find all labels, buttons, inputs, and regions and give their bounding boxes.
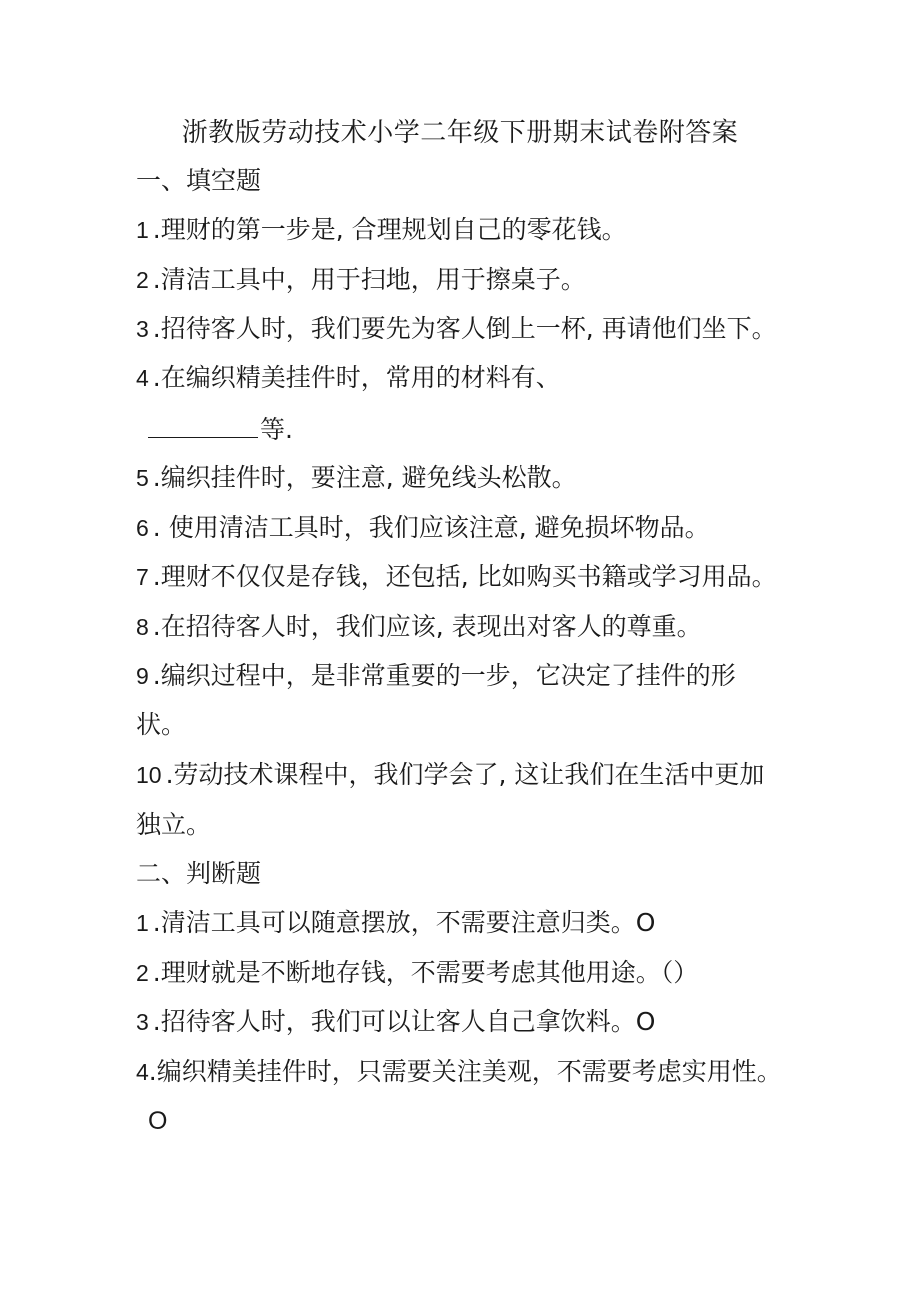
question-number: 2	[136, 267, 149, 293]
question-number: 2	[136, 960, 149, 986]
question-text: .清洁工具可以随意摆放，不需要注意归类。O	[152, 908, 656, 937]
answer-blank	[148, 411, 258, 438]
question-text: .在招待客人时，我们应该, 表现出对客人的尊重。	[152, 612, 702, 641]
question-text: .招待客人时，我们要先为客人倒上一杯, 再请他们坐下。	[152, 314, 777, 343]
fill-question-7	[136, 560, 777, 594]
judge-question-4	[136, 1055, 782, 1089]
question-text: .理财不仅仅是存钱，还包括, 比如购买书籍或学习用品。	[152, 562, 777, 591]
section-heading-true-false: 二、判断题	[136, 859, 262, 888]
question-number: 7	[136, 564, 149, 590]
fill-question-3	[136, 312, 777, 346]
question-text: .招待客人时，我们可以让客人自己拿饮料。O	[152, 1007, 656, 1036]
question-number: 4	[136, 1059, 149, 1085]
fill-question-1	[136, 213, 627, 247]
question-text: .清洁工具中，用于扫地，用于擦桌子。	[152, 265, 586, 294]
fill-question-9-continuation: 状。	[136, 710, 187, 739]
question-number: 10	[136, 762, 162, 788]
judge-question-4-continuation: O	[148, 1107, 168, 1135]
fill-question-6	[136, 511, 710, 545]
question-text-continuation: 等.	[260, 415, 293, 444]
question-text: .理财的第一步是, 合理规划自己的零花钱。	[152, 215, 627, 244]
question-number: 3	[136, 316, 149, 342]
question-number: 5	[136, 465, 149, 491]
question-text: .编织过程中，是非常重要的一步，它决定了挂件的形	[152, 661, 736, 690]
fill-question-8	[136, 610, 702, 644]
fill-question-2	[136, 263, 586, 297]
fill-question-10	[136, 758, 764, 792]
fill-question-4	[136, 361, 561, 395]
question-text: .理财就是不断地存钱，不需要考虑其他用途。（）	[152, 958, 699, 987]
question-number: 1	[136, 910, 149, 936]
question-number: 4	[136, 365, 149, 391]
question-number: 9	[136, 663, 149, 689]
fill-question-4-continuation	[148, 411, 293, 447]
judge-question-1	[136, 906, 655, 940]
question-text: .在编织精美挂件时，常用的材料有、	[152, 363, 561, 392]
document-title: 浙教版劳动技术小学二年级下册期末试卷附答案	[181, 118, 739, 148]
judge-question-2	[136, 956, 698, 990]
question-text: .编织精美挂件时，只需要关注美观，不需要考虑实用性。	[148, 1057, 782, 1086]
question-number: 3	[136, 1009, 149, 1035]
question-text: .编织挂件时，要注意, 避免线头松散。	[152, 463, 577, 492]
question-number: 1	[136, 217, 149, 243]
judge-question-3	[136, 1005, 655, 1039]
question-number: 6	[136, 515, 149, 541]
section-heading-fill-in: 一、填空题	[136, 166, 262, 195]
question-text: . 使用清洁工具时，我们应该注意, 避免损坏物品。	[152, 513, 710, 542]
question-number: 8	[136, 614, 149, 640]
fill-question-9	[136, 659, 736, 693]
fill-question-5	[136, 461, 577, 495]
question-text: .劳动技术课程中，我们学会了, 这让我们在生活中更加	[165, 760, 765, 789]
fill-question-10-continuation: 独立。	[136, 810, 212, 839]
